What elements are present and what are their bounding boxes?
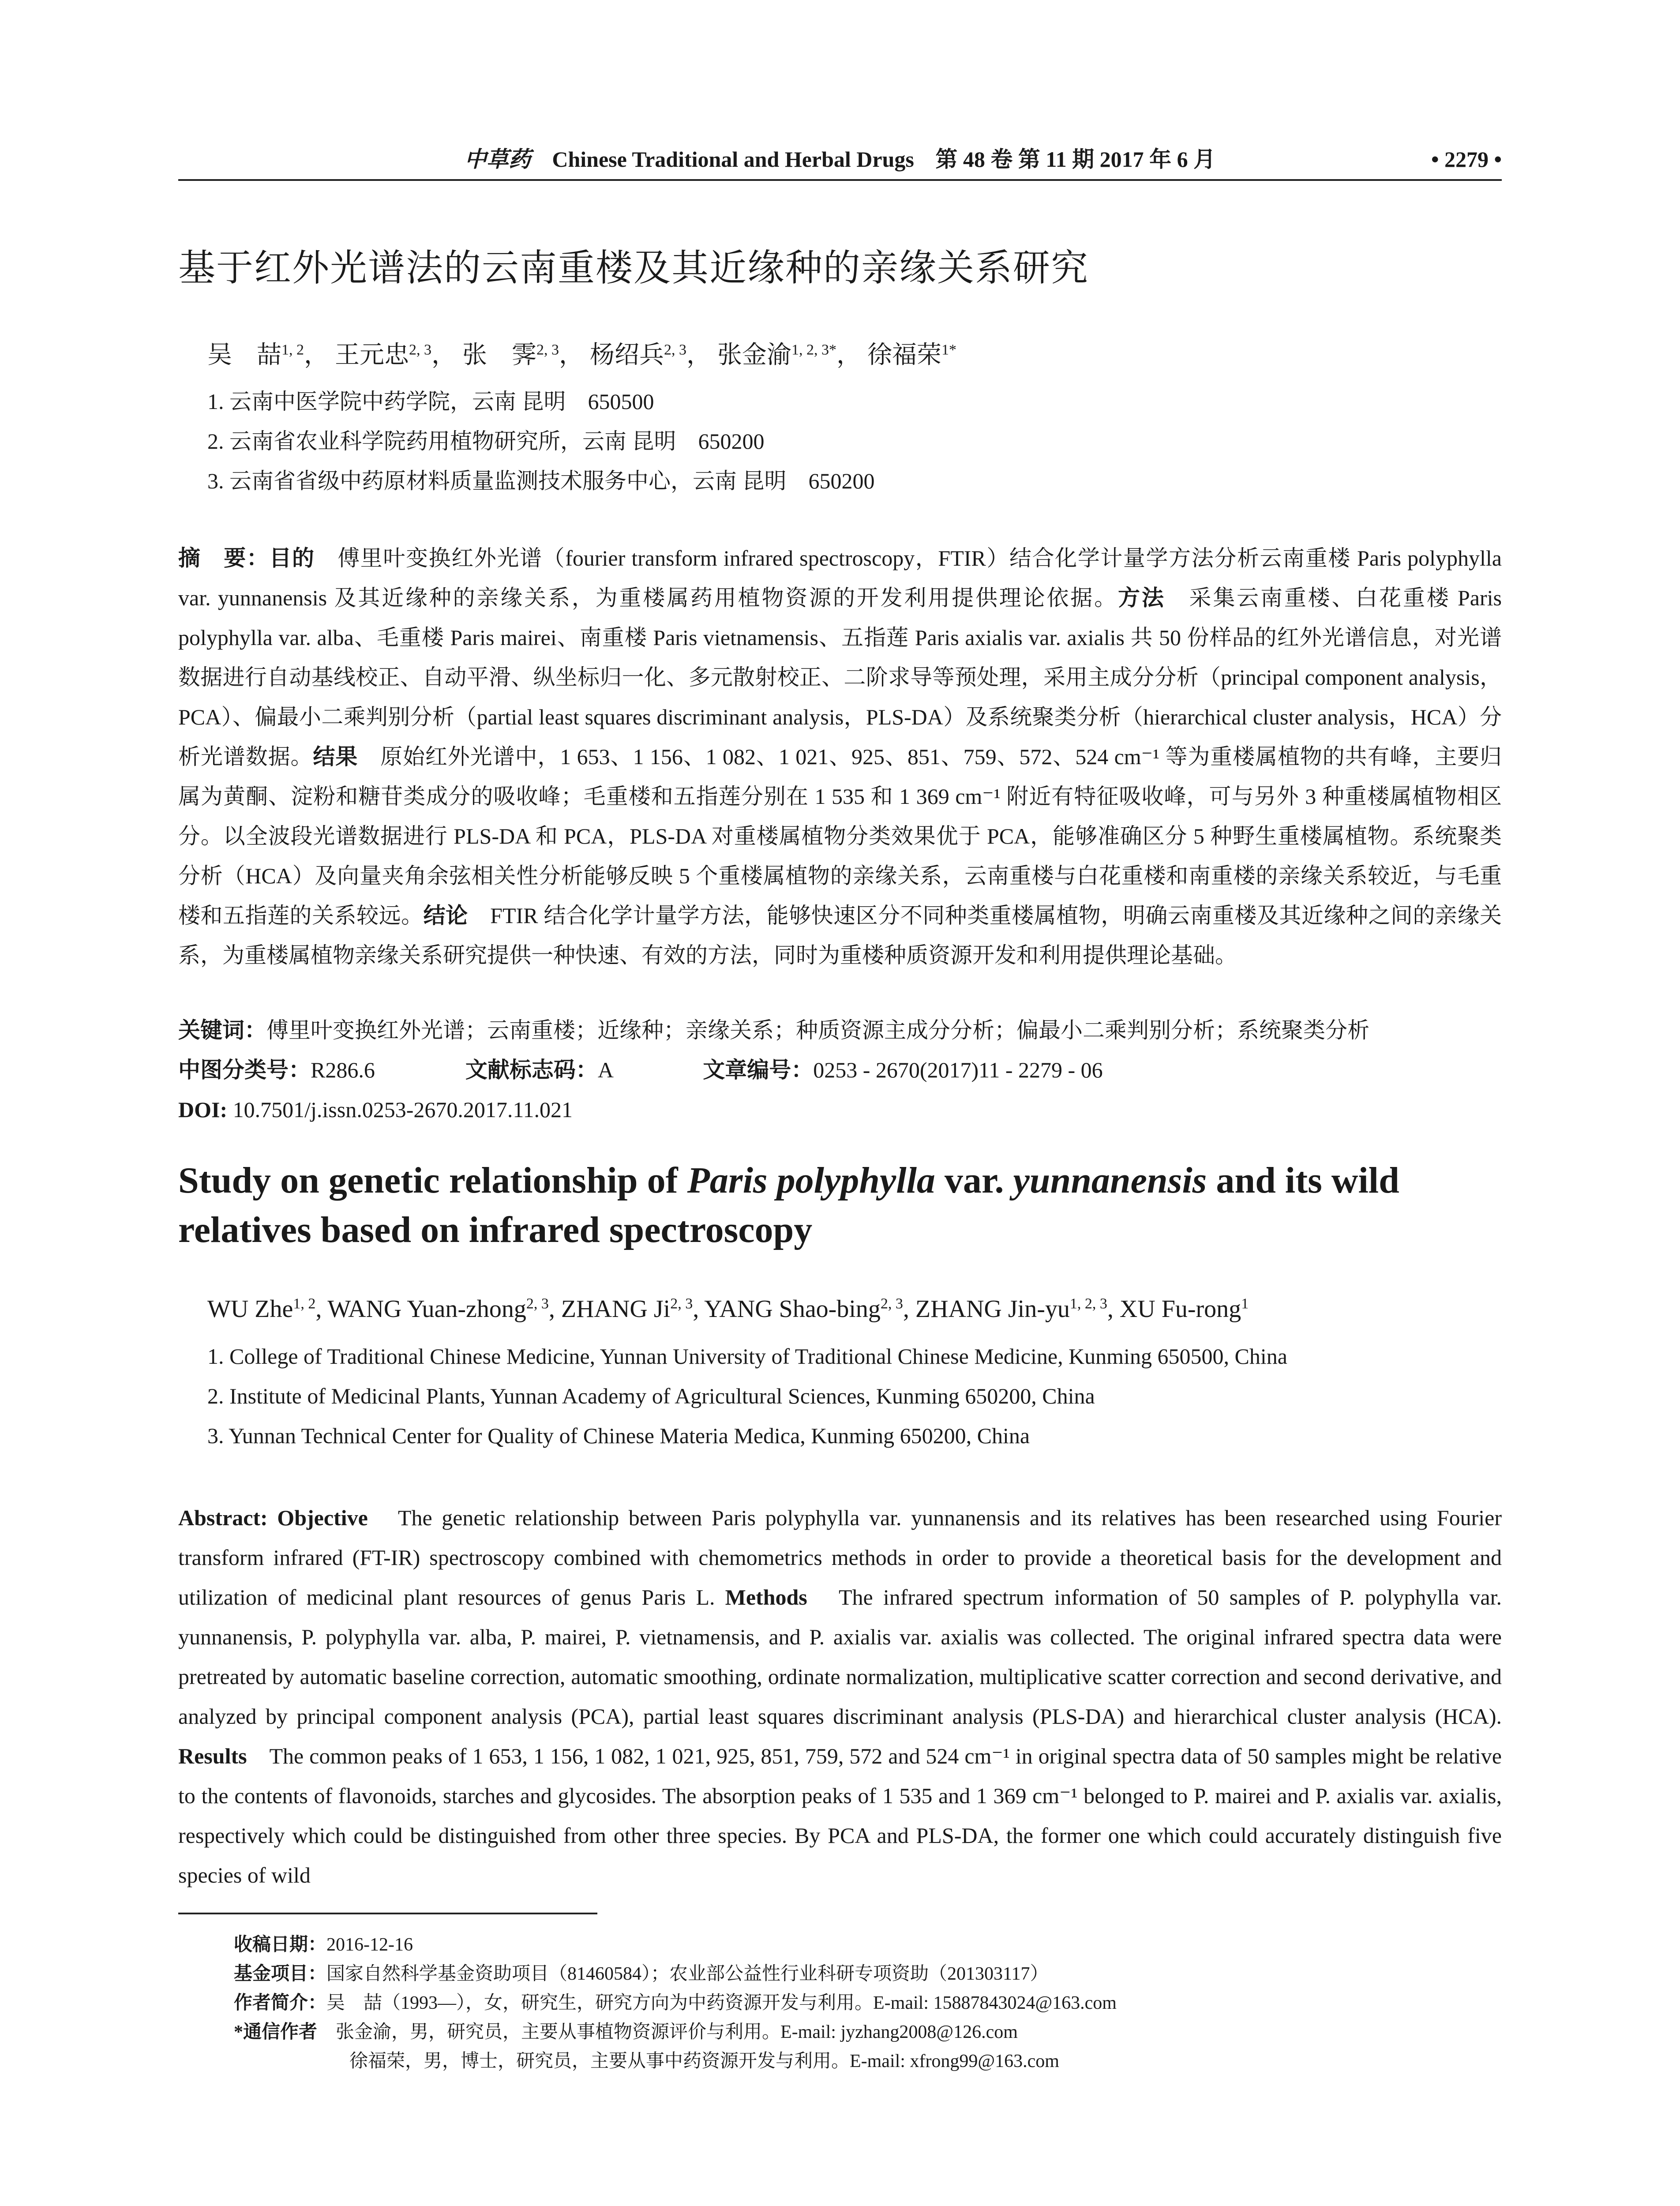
footnote-corresponding-2: [349, 2047, 1059, 2076]
author-cn: 张金渝: [717, 341, 791, 369]
author-aff: 2, 3: [664, 341, 686, 358]
abstract-en: [178, 1498, 1502, 1895]
doi-line: [178, 1090, 573, 1129]
footnote-corresponding-1: [234, 2018, 1018, 2047]
doc-code-value: A: [597, 1058, 613, 1082]
footnote-author-bio: [234, 1988, 1117, 2018]
issue-info: 第 48 卷 第 11 期 2017 年 6 月: [935, 147, 1216, 172]
objective-label-en: Objective: [277, 1505, 368, 1530]
keywords-text: 傅里叶变换红外光谱；云南重楼；近缘种；亲缘关系；种质资源主成分分析；偏最小二乘判别分析；系统聚类分析: [266, 1018, 1369, 1043]
footnote-label: 作者简介：: [234, 1993, 327, 2013]
footnote-text: 国家自然科学基金资助项目（81460584）；农业部公益性行业科研专项资助（201303117）: [326, 1964, 1049, 1984]
authors-en: WU Zhe$^{1, 2}$, WANG Yuan-zhong$^{2, 3}$, ZHANG Ji$^{2, 3}$, YANG Shao-bing$^{2, 3}$, ZHANG Jin-yu$^{1, 2, 3}$, XU Fu-rong$^1$: [207, 1295, 1249, 1323]
affiliation-en-3: 3. Yunnan Technical Center for Quality of Chinese Materia Medica, Kunming 650200, China: [207, 1423, 1030, 1448]
affiliation-en-2: 2. Institute of Medicinal Plants, Yunnan Academy of Agricultural Sciences, Kunming 650200, China: [207, 1384, 1095, 1408]
doi-label: DOI:: [178, 1097, 228, 1122]
affiliation-cn-1: 1. 云南中医学院中药学院，云南 昆明 650500: [207, 389, 654, 414]
objective-text-cn: 傅里叶变换红外光谱（fourier transform infrared spectroscopy，FTIR）结合化学计量学方法分析云南重楼 Paris polyphylla var. yunnanensis 及其近缘种的亲缘关系，为重楼属药用植物资源的开发利用提供理论依据。: [178, 546, 1502, 610]
author-en: XU Fu-rong: [1119, 1295, 1241, 1323]
classification-line: [178, 1050, 1103, 1090]
title-en-part3: and its wild relatives based on infrared spectroscopy: [178, 1160, 1399, 1250]
footnote-text: 徐福荣，男，博士，研究员，主要从事中药资源开发与利用。E-mail: xfrong99@163.com: [349, 2051, 1059, 2071]
author-en: ZHANG Ji: [561, 1295, 671, 1323]
title-en: [178, 1156, 1502, 1255]
author-cn: 徐福荣: [867, 341, 941, 369]
author-en: YANG Shao-bing: [704, 1295, 881, 1323]
methods-label-en: Methods: [725, 1585, 807, 1609]
title-en-part2: var.: [935, 1160, 1013, 1201]
affiliation-en-1: 1. College of Traditional Chinese Medicine, Yunnan University of Traditional Chinese Medicine, Kunming 650500, China: [207, 1344, 1287, 1369]
results-label-cn: 结果: [313, 744, 358, 769]
clc-value: R286.6: [311, 1058, 375, 1082]
journal-name-en: Chinese Traditional and Herbal Drugs: [552, 147, 914, 172]
author-cn: 王元忠: [335, 341, 409, 369]
author-en: WU Zhe: [207, 1295, 293, 1323]
doc-code-label: 文献标志码：: [465, 1058, 598, 1082]
journal-name-cn: 中草药: [464, 147, 531, 172]
title-cn: 基于红外光谱法的云南重楼及其近缘种的亲缘关系研究: [178, 246, 1089, 289]
abstract-label-cn: 摘 要：: [178, 546, 270, 570]
methods-label-cn: 方法: [1118, 585, 1166, 610]
footnote-text: 2016-12-16: [326, 1935, 413, 1955]
objective-text-en: The genetic relationship between Paris polyphylla var. yunnanensis and its relatives has been researched using Fourier transform infrared (FT-IR) spectroscopy combined with chemometrics methods in order to provide a theoretical basis for the development and utilization of medicinal plant resources of genus Paris L.: [178, 1505, 1502, 1609]
author-aff: 2, 3: [536, 341, 559, 358]
clc-label: 中图分类号：: [178, 1058, 311, 1082]
footnote-text: 张金渝，男，研究员，主要从事植物资源评价与利用。E-mail: jyzhang2008@126.com: [336, 2022, 1018, 2042]
footnote-label: *通信作者: [234, 2022, 336, 2042]
footnote-received: [234, 1930, 413, 1959]
author-aff: 2, 3: [409, 341, 431, 358]
footnote-funding: [234, 1959, 1048, 1988]
conclusion-text-cn: FTIR 结合化学计量学方法，能够快速区分不同种类重楼属植物，明确云南重楼及其近缘种之间的亲缘关系，为重楼属植物亲缘关系研究提供一种快速、有效的方法，同时为重楼种质资源开发和利用提供理论基础。: [178, 903, 1502, 968]
author-aff: 2, 3: [526, 1295, 549, 1312]
keywords-line: [178, 1010, 1502, 1050]
article-no-label: 文章编号：: [703, 1058, 814, 1082]
header-journal: [178, 139, 1502, 179]
article-no-value: 0253 - 2670(2017)11 - 2279 - 06: [813, 1058, 1103, 1082]
author-aff: 1*: [941, 341, 956, 358]
author-en: ZHANG Jin-yu: [915, 1295, 1070, 1323]
abstract-label-en: Abstract:: [178, 1505, 278, 1530]
authors-cn: 吴 喆$^{1, 2}$， 王元忠$^{2, 3}$， 张 霁$^{2, 3}$， 杨绍兵$^{2, 3}$， 张金渝$^{1, 2, 3*}$， 徐福荣$^{1*}$: [207, 341, 956, 369]
footnote-label: 收稿日期：: [234, 1935, 327, 1955]
page-number: • 2279 •: [1431, 147, 1502, 172]
author-aff: 2, 3: [670, 1295, 693, 1312]
author-en: WANG Yuan-zhong: [327, 1295, 526, 1323]
title-en-italic2: yunnanensis: [1013, 1160, 1207, 1201]
keywords-label: 关键词：: [178, 1018, 266, 1043]
footnote-divider: [178, 1913, 597, 1914]
results-text-cn: 原始红外光谱中，1 653、1 156、1 082、1 021、925、851、759、572、524 cm⁻¹ 等为重楼属植物的共有峰，主要归属为黄酮、淀粉和糖苷类成分的吸收峰；毛重楼和五指莲分别在 1 535 和 1 369 cm⁻¹ 附近有特征吸收峰，可与另外 3 种重楼属植物相区分。以全波段光谱数据进行 PLS-DA 和 PCA，PLS-DA 对重楼属植物分类效果优于 PCA，能够准确区分 5 种野生重楼属植物。系统聚类分析（HCA）及向量夹角余弦相关性分析能够反映 5 个重楼属植物的亲缘关系，云南重楼与白花重楼和南重楼的亲缘关系较近，与毛重楼和五指莲的关系较远。: [178, 744, 1502, 928]
doi-value[interactable]: 10.7501/j.issn.0253-2670.2017.11.021: [232, 1097, 573, 1122]
affiliation-cn-3: 3. 云南省省级中药原材料质量监测技术服务中心，云南 昆明 650200: [207, 469, 875, 493]
title-en-part1: Study on genetic relationship of: [178, 1160, 687, 1201]
affiliation-cn-2: 2. 云南省农业科学院药用植物研究所，云南 昆明 650200: [207, 429, 765, 454]
author-cn: 杨绍兵: [590, 341, 664, 369]
author-aff: 1, 2: [281, 341, 304, 358]
author-aff: 1: [1241, 1295, 1249, 1312]
author-aff: 2, 3: [880, 1295, 903, 1312]
abstract-cn: [178, 538, 1502, 975]
author-cn: 吴 喆: [207, 341, 281, 369]
objective-label-cn: 目的: [269, 546, 315, 570]
author-aff: 1, 2, 3: [1069, 1295, 1107, 1312]
conclusion-label-cn: 结论: [423, 903, 468, 928]
author-aff: 1, 2, 3*: [791, 341, 836, 358]
footnote-text: 吴 喆（1993—），女，研究生，研究方向为中药资源开发与利用。E-mail: 15887843024@163.com: [326, 1993, 1117, 2013]
results-label-en: Results: [178, 1744, 247, 1768]
results-text-en: The common peaks of 1 653, 1 156, 1 082, 1 021, 925, 851, 759, 572 and 524 cm⁻¹ in original spectra data of 50 samples might be relative to the contents of flavonoids, starches and glycosides. The absorption peaks of 1 535 and 1 369 cm⁻¹ belonged to P. mairei and P. axialis var. axialis, respectively which could be distinguished from other three species. By PCA and PLS-DA, the former one which could accurately distinguish five species of wild: [178, 1744, 1502, 1887]
methods-text-en: The infrared spectrum information of 50 samples of P. polyphylla var. yunnanensis, P. polyphylla var. alba, P. mairei, P. vietnamensis, and P. axialis var. axialis was collected. The original infrared spectra data were pretreated by automatic baseline correction, automatic smoothing, ordinate normalization, multiplicative scatter correction and second derivative, and analyzed by principal component analysis (PCA), partial least squares discriminant analysis (PLS-DA) and hierarchical cluster analysis (HCA).: [178, 1585, 1502, 1729]
author-cn: 张 霁: [462, 341, 536, 369]
running-header: [178, 139, 1502, 181]
title-en-italic1: Paris polyphylla: [687, 1160, 935, 1201]
methods-text-cn: 采集云南重楼、白花重楼 Paris polyphylla var. alba、毛重楼 Paris mairei、南重楼 Paris vietnamensis、五指莲 Paris axialis var. axialis 共 50 份样品的红外光谱信息，对光谱数据进行自动基线校正、自动平滑、纵坐标归一化、多元散射校正、二阶求导等预处理，采用主成分分析（principal component analysis，PCA）、偏最小二乘判别分析（partial least squares discriminant analysis，PLS-DA）及系统聚类分析（hierarchical cluster analysis，HCA）分析光谱数据。: [178, 585, 1502, 769]
author-aff: 1, 2: [293, 1295, 316, 1312]
footnote-label: 基金项目：: [234, 1964, 327, 1984]
